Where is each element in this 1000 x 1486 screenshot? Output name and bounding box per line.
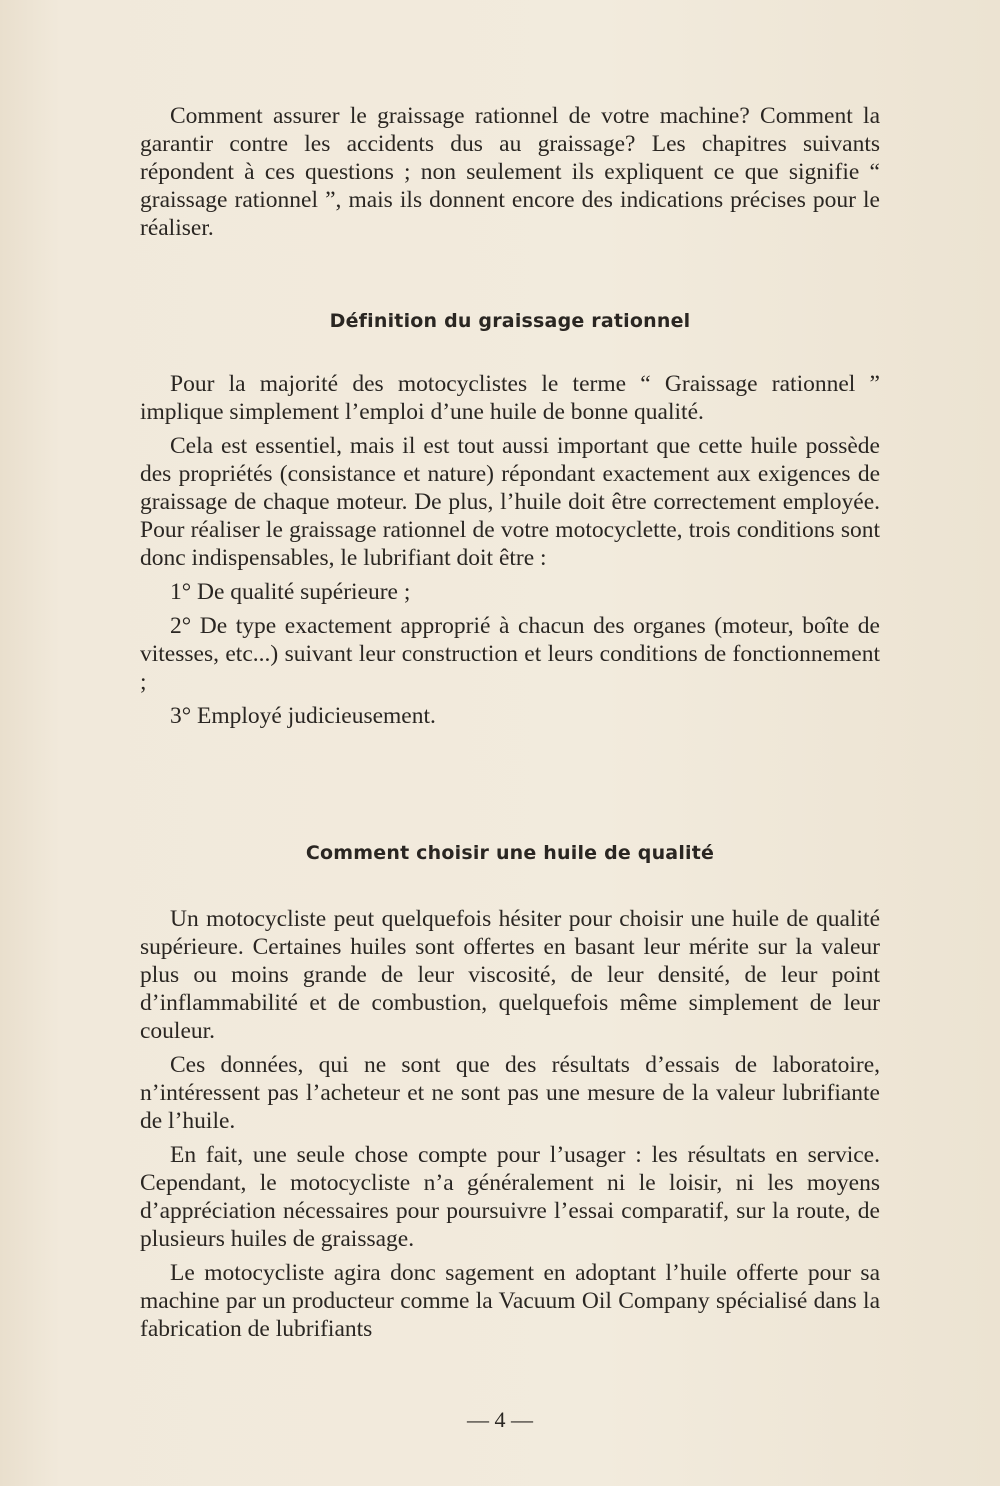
paragraph: Un motocycliste peut quelquefois hésiter pour choisir une huile de qualité supérieure. Certaines huiles sont offertes en basant leur mérite sur la valeur plus ou moins grande de leur viscosité, de leur densité, de leur point d’inflammabilité et de combustion, quelquefois même simplement de leur couleur. xyxy=(140,906,880,1044)
section-definition-body xyxy=(140,370,880,730)
intro-block xyxy=(140,102,880,242)
list-item: 3° Employé judicieusement. xyxy=(170,703,436,729)
section-heading-definition: Définition du graissage rationnel xyxy=(329,310,691,332)
section-choice-body xyxy=(140,905,880,1343)
list-item: 1° De qualité supérieure ; xyxy=(170,579,411,605)
page-number: — 4 — xyxy=(467,1407,533,1432)
section-heading-choice: Comment choisir une huile de qualité xyxy=(305,842,715,864)
paragraph: En fait, une seule chose compte pour l’usager : les résultats en service. Cependant, le motocycliste n’a généralement ni le loisir, ni les moyens d’appréciation nécessaires pour poursuivre l’essai comparatif, sur la route, de plusieurs huiles de graissage. xyxy=(140,1142,880,1252)
list-item: 2° De type exactement approprié à chacun des organes (moteur, boîte de vitesses, etc...) suivant leur construction et leurs conditions de fonctionnement ; xyxy=(140,613,880,695)
paragraph: Ces données, qui ne sont que des résultats d’essais de laboratoire, n’intéressent pas l’acheteur et ne sont pas une mesure de la valeur lubrifiante de l’huile. xyxy=(140,1052,880,1134)
paragraph: Le motocycliste agira donc sagement en adoptant l’huile offerte pour sa machine par un producteur comme la Vacuum Oil Company spécialisé dans la fabrication de lubrifiants xyxy=(140,1260,880,1342)
paragraph: Cela est essentiel, mais il est tout aussi important que cette huile possède des propriétés (consistance et nature) répondant exactement aux exigences de graissage de chaque moteur. De plus, l’huile doit être correctement employée. Pour réaliser le graissage rationnel de votre motocyclette, trois conditions sont donc indispensables, le lubrifiant doit être : xyxy=(140,433,880,571)
intro-paragraph: Comment assurer le graissage rationnel de votre machine? Comment la garantir contre les accidents dus au graissage? Les chapitres suivants répondent à ces questions ; non seulement ils expliquent ce que signifie “ graissage rationnel ”, mais ils donnent encore des indications précises pour le réaliser. xyxy=(140,103,880,241)
paragraph: Pour la majorité des motocyclistes le terme “ Graissage rationnel ” implique simplement l’emploi d’une huile de bonne qualité. xyxy=(140,371,880,425)
